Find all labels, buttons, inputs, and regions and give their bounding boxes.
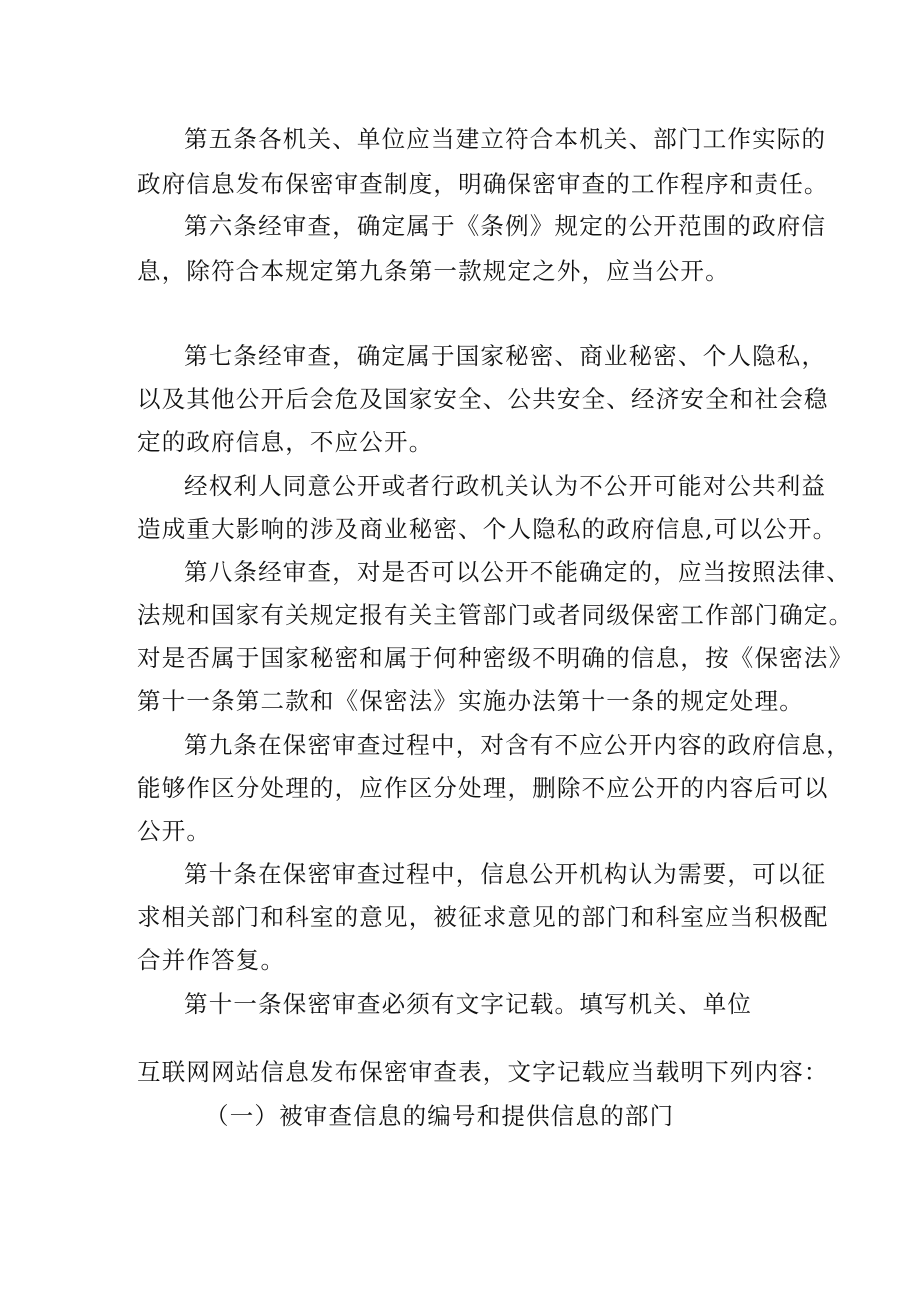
text-line: 第五条各机关、单位应当建立符合本机关、部门工作实际的 <box>184 125 827 153</box>
text-line: （一）被审查信息的编号和提供信息的部门 <box>205 1102 675 1130</box>
text-line: 法规和国家有关规定报有关主管部门或者同级保密工作部门确定。 <box>137 601 854 629</box>
text-line: 定的政府信息，不应公开。 <box>137 428 434 456</box>
text-line: 第九条在保密审查过程中，对含有不应公开内容的政府信息， <box>184 731 851 759</box>
text-line: 第七条经审查，确定属于国家秘密、商业秘密、个人隐私， <box>184 342 827 370</box>
text-line: 第六条经审查，确定属于《条例》规定的公开范围的政府信 <box>184 212 827 240</box>
text-line: 息，除符合本规定第九条第一款规定之外，应当公开。 <box>137 257 730 285</box>
text-line: 经权利人同意公开或者行政机关认为不公开可能对公共利益 <box>184 472 827 500</box>
text-line: 对是否属于国家秘密和属于何种密级不明确的信息，按《保密法》 <box>137 644 854 672</box>
text-line: 能够作区分处理的，应作区分处理，删除不应公开的内容后可以 <box>137 774 829 802</box>
text-line: 公开。 <box>137 817 212 845</box>
text-line: 造成重大影响的涉及商业秘密、个人隐私的政府信息,可以公开。 <box>137 515 838 543</box>
text-line: 合并作答复。 <box>137 946 286 974</box>
text-line: 以及其他公开后会危及国家安全、公共安全、经济安全和社会稳 <box>137 385 829 413</box>
text-line: 第十一条保密审查必须有文字记载。填写机关、单位 <box>184 990 753 1018</box>
text-line: 第八条经审查，对是否可以公开不能确定的，应当按照法律、 <box>184 558 851 586</box>
text-line: 政府信息发布保密审查制度，明确保密审查的工作程序和责任。 <box>137 170 829 198</box>
text-line: 求相关部门和科室的意见，被征求意见的部门和科室应当积极配 <box>137 903 829 931</box>
text-line: 第十条在保密审查过程中，信息公开机构认为需要，可以征 <box>184 860 827 888</box>
text-line: 第十一条第二款和《保密法》实施办法第十一条的规定处理。 <box>137 687 804 715</box>
text-line: 互联网网站信息发布保密审查表，文字记载应当载明下列内容： <box>137 1058 829 1086</box>
